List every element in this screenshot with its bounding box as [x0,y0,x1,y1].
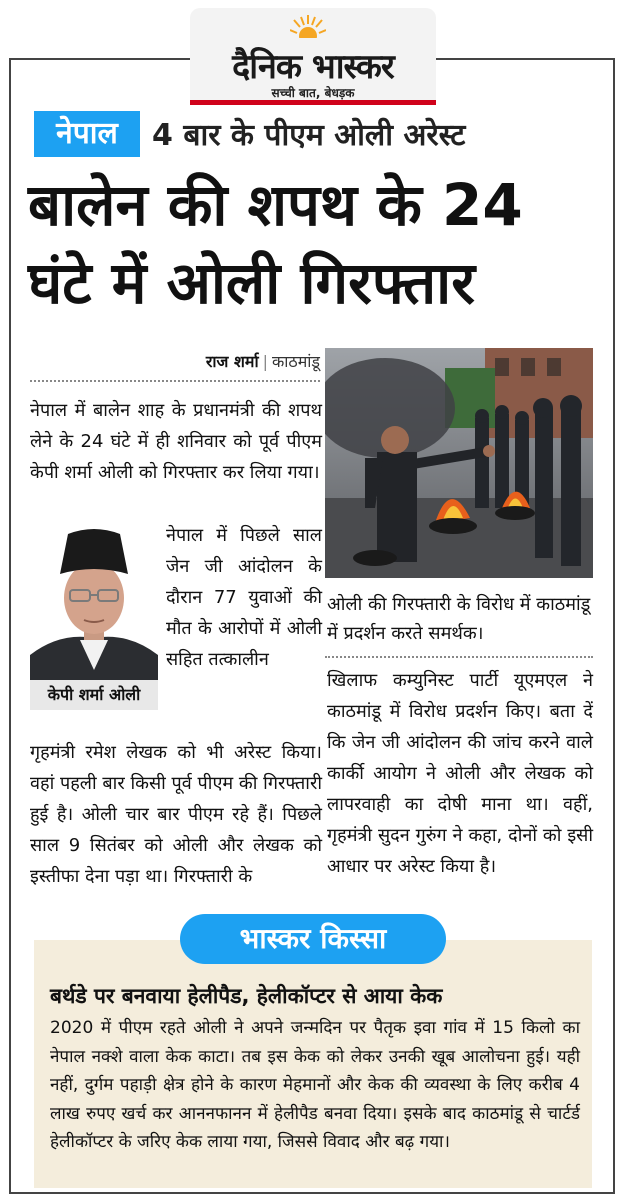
headline [28,166,608,322]
story-body: 2020 में पीएम रहते ओली ने अपने जन्मदिन पर पैतृक इवा गांव में 15 किलो का नेपाल नक्शे वाला केक काटा। तब इस केक को लेकर उनकी खूब आलोचना हुई। यही नहीं, दुर्गम पहाड़ी क्षेत्र होने के कारण मेहमानों और केक की व्यवस्था के लिए करीब 4 लाख रुपए खर्च कर आननफानन में हेलीपैड बनवा दिया। इसके बाद काठमांडू से चार्टर्ड हेलीकॉप्टर के जरिए केक लाया गया, जिससे विवाद और बढ़ गया। [50,1018,580,1152]
portrait-photo [30,520,158,680]
byline-author: राज शर्मा [205,352,259,371]
story-tag: भास्कर किस्सा [180,914,446,964]
byline-separator: | [262,352,268,371]
article-paragraph-4: खिलाफ कम्युनिस्ट पार्टी यूएमएल ने काठमांडू में विरोध प्रदर्शन किए। बता दें कि जेन जी आंदोलन की जांच करने वाले कार्की आयोग ने ओली और लेखक को लापरवाही का दोषी माना था। वहीं, गृहमंत्री सुदन गुरुंग ने कहा, दोनों को इसी आधार पर अरेस्ट किया है। [327,670,593,877]
brand-name: दैनिक भास्कर [232,47,394,87]
masthead [190,8,436,104]
byline-divider [30,380,320,382]
byline [60,350,320,372]
headline-line-1: बालेन की शपथ के 24 [28,171,523,239]
masthead-rule [190,100,436,105]
brand-tagline: सच्ची बात, बेधड़क [271,86,355,100]
kicker: 4 बार के पीएम ओली अरेस्ट [152,118,466,153]
headline-line-2: घंटे में ओली गिरफ्तार [28,249,475,317]
portrait-caption: केपी शर्मा ओली [30,680,158,710]
story-headline: बर्थडे पर बनवाया हेलीपैड, हेलीकॉप्टर से आया केक [50,984,443,1008]
protest-photo [325,348,593,578]
sun-logo-icon [290,14,326,38]
article-paragraph-1: नेपाल में बालेन शाह के प्रधानमंत्री की शपथ लेने के 24 घंटे में ही शनिवार को पूर्व पीएम केपी शर्मा ओली को गिरफ्तार कर लिया गया। [30,400,322,483]
article-paragraph-3: गृहमंत्री रमेश लेखक को भी अरेस्ट किया। वहां पहली बार किसी पूर्व पीएम की गिरफ्तारी हुई है। ओली चार बार पीएम रहे हैं। पिछले साल 9 सितंबर को ओली और लेखक को इस्तीफा देना पड़ा था। गिरफ्तारी के [30,742,322,887]
photo-caption: ओली की गिरफ्तारी के विरोध में काठमांडू में प्रदर्शन करते समर्थक। [327,594,591,644]
caption-divider [325,656,593,658]
byline-place: काठमांडू [271,352,320,371]
portrait-illustration [30,520,158,680]
protest-illustration [325,348,593,578]
article-paragraph-2: नेपाल में पिछले साल जेन जी आंदोलन के दौरान 77 युवाओं की मौत के आरोपों में ओली सहित तत्कालीन [166,525,322,670]
section-tag: नेपाल [34,111,140,157]
